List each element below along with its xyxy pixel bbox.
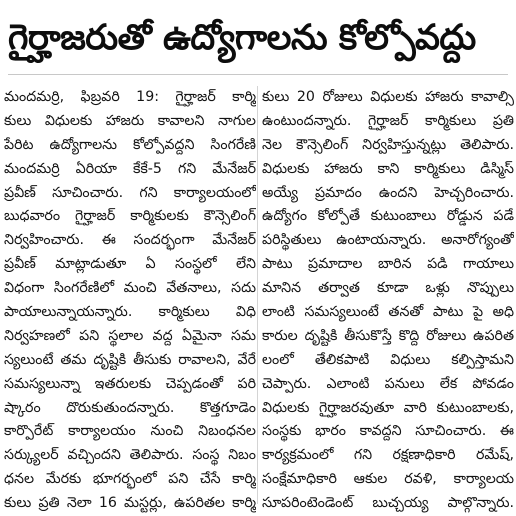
article-headline: గైర్హాజరుతో ఉద్యోగాలను కోల్పోవద్దు <box>8 18 476 58</box>
body-text-line-right: లంలో తేలికపాటి విధులు కల్పిస్తామని <box>262 351 514 368</box>
body-text-line-left: ష్కారం దొరుకుతుందన్నారు. కొత్తగూడెం <box>4 399 256 416</box>
article-body-left-column <box>4 86 256 516</box>
body-text-line-right: నెల కౌన్సెలింగ్ నిర్వహిస్తున్నట్లు తెలిపారు. <box>262 136 514 153</box>
body-text-line-left: బుధవారం గైర్హాజర్ కార్మికులకు కౌన్సెలింగ్ <box>4 208 256 225</box>
body-text-line-right: లాంటి సమస్యలుంటే తనతో పాటు పై అధి <box>262 304 514 321</box>
body-text-line-right: కులు 20 రోజులు విధులకు హాజరు కావాల్సి <box>262 89 514 105</box>
body-text-line-right: సూపరింటెండెంట్ బుచ్చయ్య పాల్గొన్నారు. <box>262 495 514 512</box>
body-text-line-right: సంస్థకు భారం కావద్దని సూచించారు. ఈ <box>262 423 514 440</box>
body-text-line-right: పరిస్థితులు ఉంటాయన్నారు. అనారోగ్యంతో <box>262 232 514 249</box>
body-text-line-left: ప్రవీణ్ మాట్లాడుతూ ఏ సంస్థలో లేని <box>4 256 256 273</box>
body-text-line-right: కార్యక్రమంలో గని రక్షణాధికారి రమేష్, <box>262 447 514 464</box>
body-text-line-right: కారుల దృష్టికి తీసుకొస్తే కొద్ది రోజులు ఉపరిత <box>262 327 514 344</box>
body-text-line-left: కులు విధులకు హాజరు కావాలని నాగుల <box>4 112 256 129</box>
column-divider <box>257 86 258 504</box>
body-text-line-right: మానిన తర్వాత కూడా ఒళ్లు నొప్పులు <box>262 280 514 297</box>
body-text-line-left: కులు ప్రతి నెలా 16 మస్టర్లు, ఉపరితల కార్మి <box>4 495 256 512</box>
body-text-line-left: పాయాలున్నాయన్నారు. కార్మికులు విధి <box>4 304 256 321</box>
body-text-line-right: అయ్యే ప్రమాదం ఉందని హెచ్చరించారు. <box>262 184 514 201</box>
body-text-line-left: నిర్వహించారు. ఈ సందర్భంగా మేనేజర్ <box>4 232 256 249</box>
body-text-line-right: విధులకు హాజరు కాని కార్మికులు డిస్మిస్ <box>262 160 514 177</box>
body-text-line-left: కార్పొరేట్ కార్యాలయం నుంచి నిబంధనల <box>4 423 256 440</box>
body-text-line-left: సర్క్యులర్ వచ్చిందని తెలిపారు. సంస్థ నిబం <box>4 447 256 464</box>
body-text-line-right: ఉద్యోగం కోల్పోతే కుటుంబాలు రోడ్డున పడే <box>262 208 514 225</box>
body-text-line-left: పేరిట ఉద్యోగాలను కోల్పోవద్దని సింగరేణి <box>4 136 256 153</box>
body-text-line-left: నిర్వహణలో పని స్థలాల వద్ద ఏమైనా సమ <box>4 327 256 344</box>
body-text-line-right: సంక్షేమాధికారి ఆకుల రవళి, కార్యాలయ <box>262 471 514 488</box>
body-text-line-left: ప్రవీణ్ సూచించారు. గని కార్యాలయంలో <box>4 184 256 201</box>
body-text-line-right: చెప్పారు. ఎలాంటి పనులు లేక పోవడం <box>262 375 514 392</box>
body-text-line-left: ధనల మేరకు భూగర్భంలో పని చేసే కార్మి <box>4 471 256 488</box>
body-text-line-right: విధులకు గైర్హాజరవుతూ వారి కుటుంబాలకు, <box>262 399 514 416</box>
body-text-line-left: మందమర్రి ఏరియా కేకే-5 గని మేనేజర్ <box>4 160 256 177</box>
headline-divider <box>8 74 508 75</box>
body-text-line-left: సమస్యలున్నా ఇతరులకు చెప్పడంతో పరి <box>4 375 256 392</box>
body-text-line-left: స్యలుంటే తమ దృష్టికి తీసుకు రావాలని, వేరే <box>4 351 256 368</box>
body-text-line-right: పాటు ప్రమాదాల బారిన పడి గాయాలు <box>262 256 514 273</box>
body-text-line-left: విధంగా సింగరేణిలో మంచి వేతనాలు, సదు <box>4 280 256 297</box>
article-body-right-column <box>262 86 514 516</box>
body-text-line-left: మందమర్రి, ఫిబ్రవరి 19: గైర్హాజర్ కార్మి <box>4 89 256 105</box>
body-text-line-right: ఉంటుందన్నారు. గైర్హాజర్ కార్మికులు ప్రతి <box>262 112 514 129</box>
